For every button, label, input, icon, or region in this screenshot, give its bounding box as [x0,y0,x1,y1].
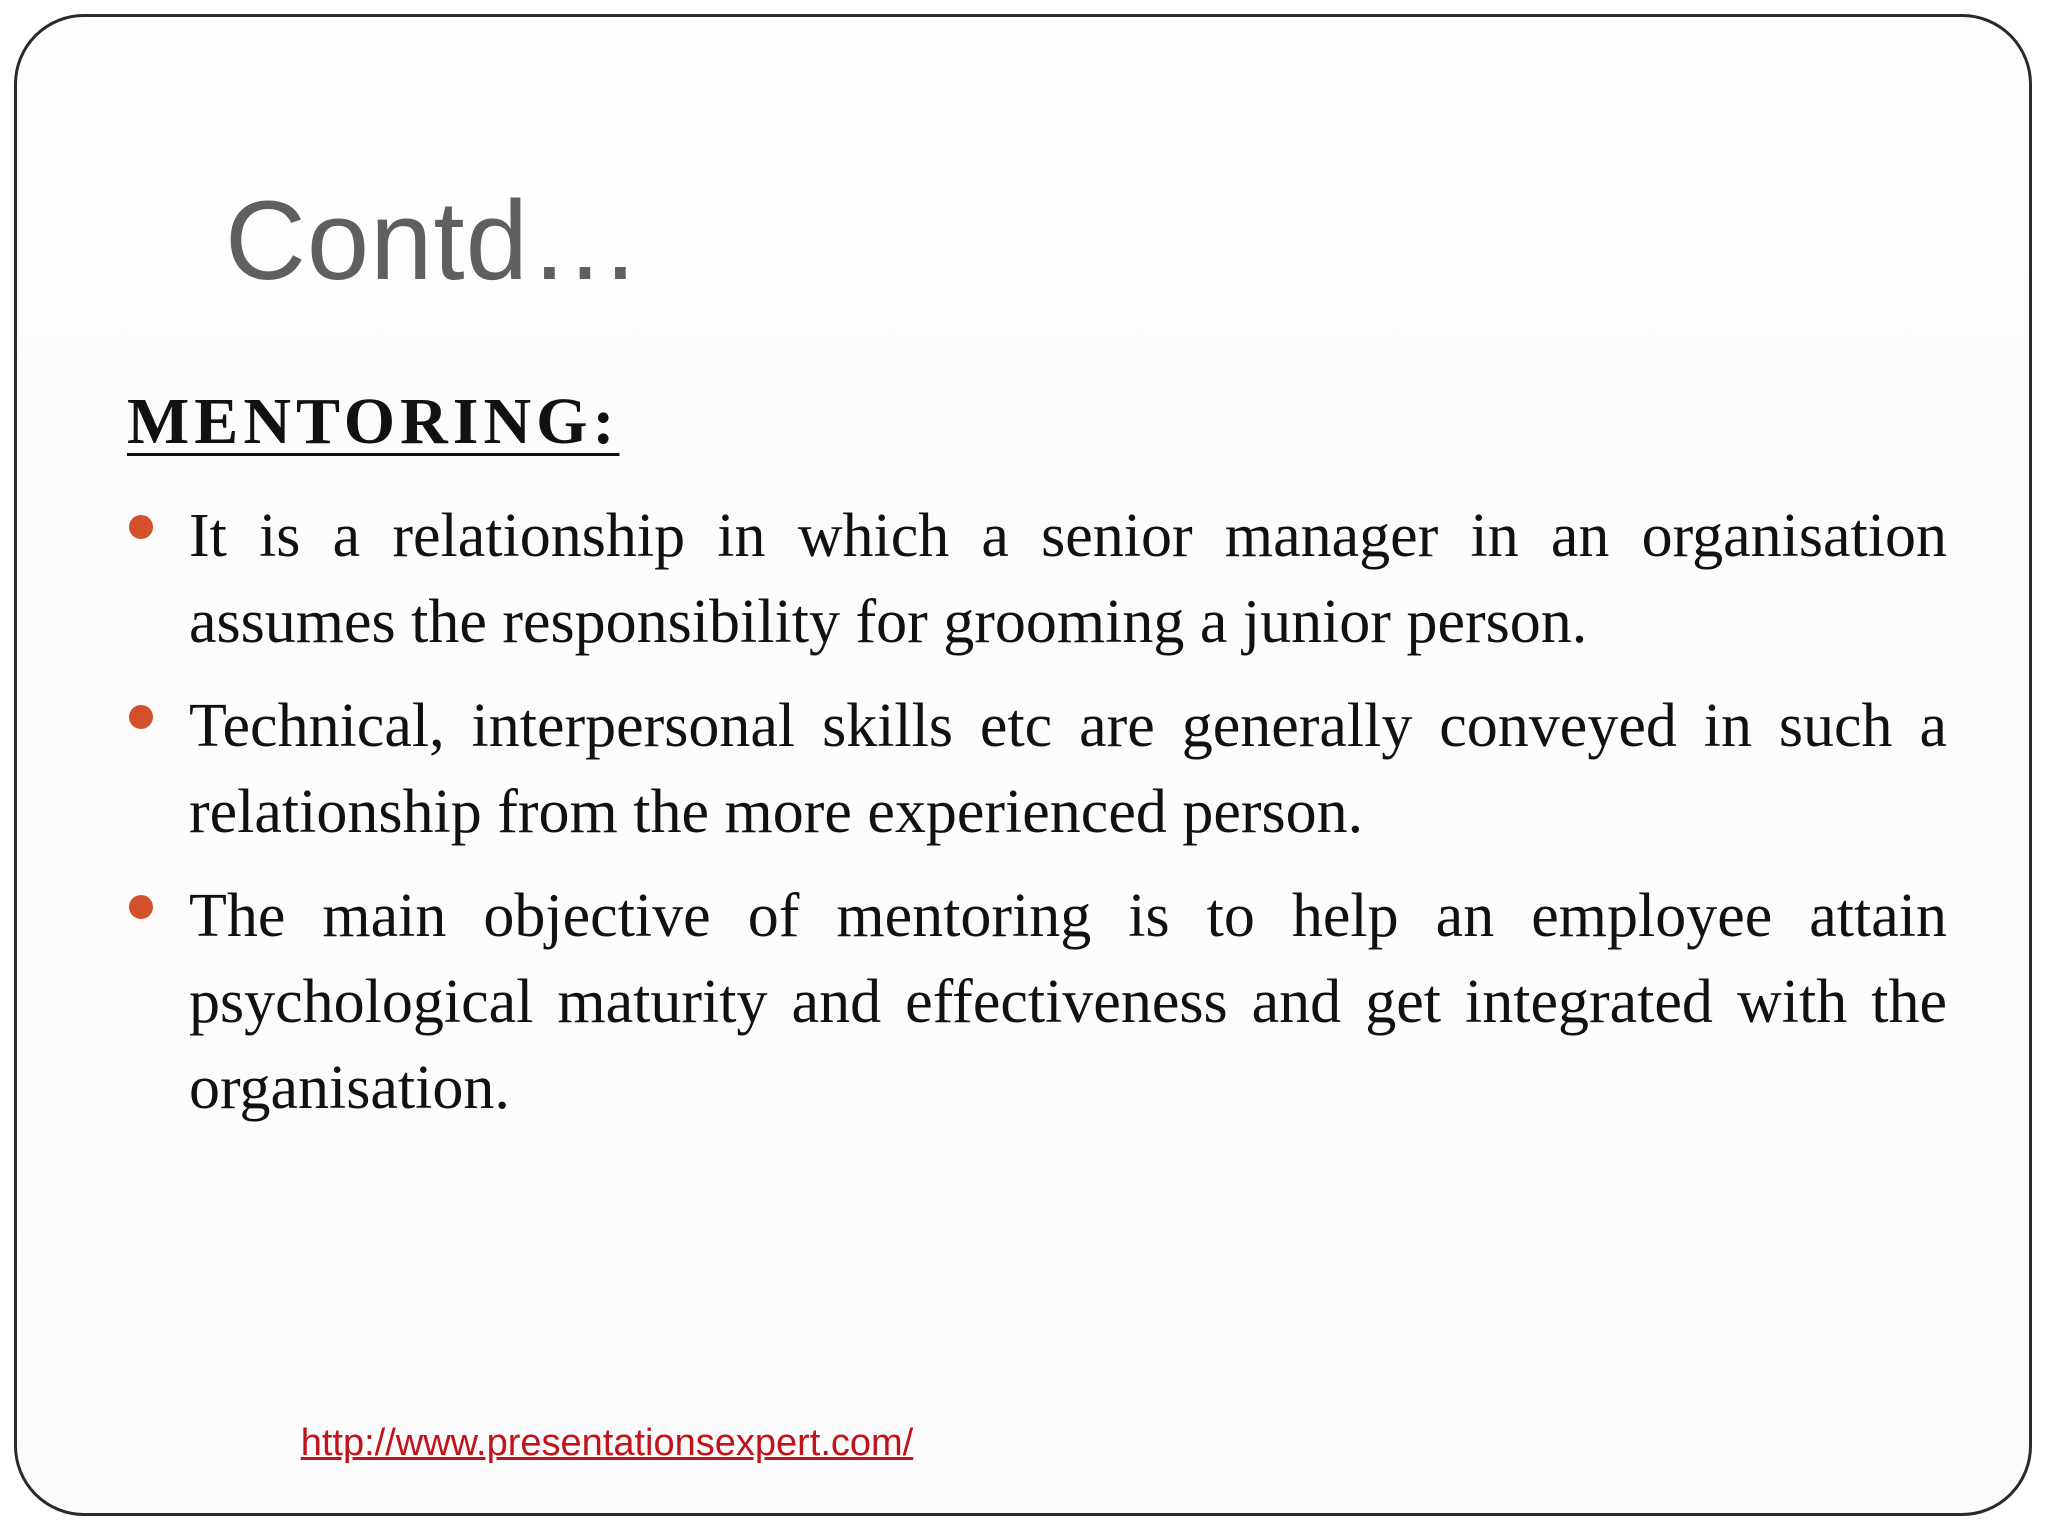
bullet-text: The main objective of mentoring is to help an employee attain psychological maturity and effectiveness and get integrated with the organisation. [189,882,1947,1122]
footer-link[interactable]: http://www.presentationsexpert.com/ [300,1422,914,1464]
bullet-dot-icon [129,705,153,729]
bullet-item [127,683,1947,855]
slide-frame [14,14,2032,1516]
bullet-item [127,493,1947,665]
bullet-text: Technical, interpersonal skills etc are generally conveyed in such a relationship from the more experienced person. [189,692,1947,846]
bullet-dot-icon [129,515,153,539]
bullet-text: It is a relationship in which a senior manager in an organisation assumes the responsibility for grooming a junior person. [189,502,1947,656]
section-heading: MENTORING: [127,385,620,458]
bullet-dot-icon [129,895,153,919]
bullet-item [127,873,1947,1131]
slide-title: Contd… [225,178,642,303]
bullet-list [127,493,1947,1149]
